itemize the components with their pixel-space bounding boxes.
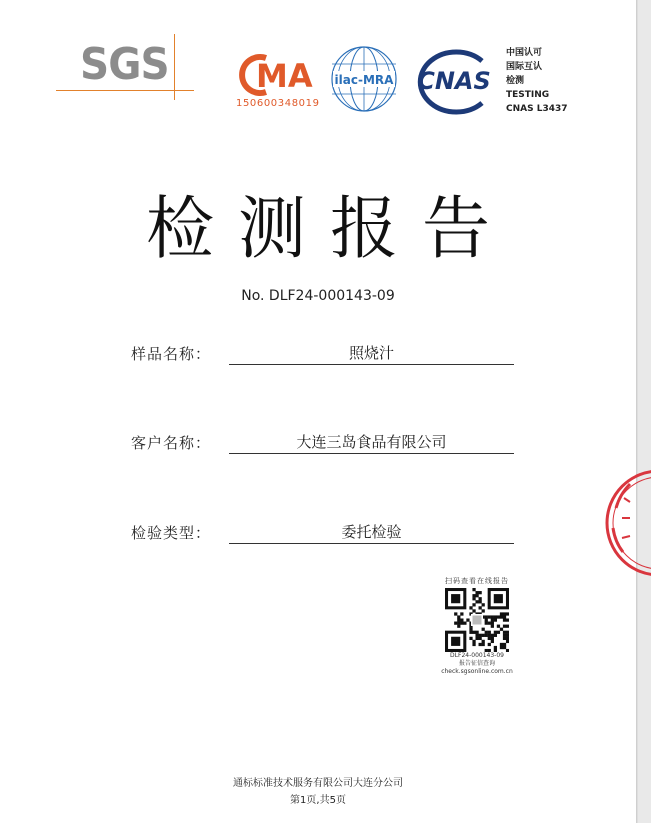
ilac-mra-logo xyxy=(329,44,399,114)
sgs-logo-line-vertical xyxy=(174,34,175,100)
cnas-line: CNAS L3437 xyxy=(506,104,568,114)
test-type-label: 检验类型： xyxy=(131,524,212,542)
sgs-logo xyxy=(56,32,196,102)
qr-caption-line: 报告征信查询 xyxy=(458,660,495,667)
cma-logo xyxy=(236,52,326,116)
ilac-globe-icon xyxy=(329,44,399,114)
client-name-underline xyxy=(229,453,514,454)
cnas-logo xyxy=(412,47,497,117)
document-title: 检测报告 xyxy=(145,190,514,269)
client-name-value: 大连三岛食品有限公司 xyxy=(296,433,447,451)
cnas-logo-text: CNAS xyxy=(417,67,491,95)
seal-stamp-icon xyxy=(604,468,651,578)
client-name-label: 客户名称： xyxy=(131,434,212,452)
cnas-line: TESTING xyxy=(506,90,550,100)
ilac-logo-text: ilac-MRA xyxy=(334,73,394,87)
qr-caption-line: check.sgsonline.com.cn xyxy=(441,668,513,675)
footer-page-number: 第1页,共5页 xyxy=(290,795,346,806)
qr-caption-top: 扫码查看在线报告 xyxy=(445,577,509,585)
cnas-line: 国际互认 xyxy=(506,62,543,72)
sample-name-label: 样品名称： xyxy=(131,345,212,363)
cnas-accreditation-text xyxy=(506,46,586,116)
sample-name-underline xyxy=(229,364,514,365)
cma-number: 150600348019 xyxy=(236,98,320,109)
footer-company: 通标标准技术服务有限公司大连分公司 xyxy=(233,778,403,789)
cma-logo-text: MA xyxy=(256,57,313,95)
qr-code-icon[interactable] xyxy=(445,588,509,652)
cnas-line: 检测 xyxy=(506,76,525,86)
cma-mark-icon xyxy=(236,52,326,98)
test-type-underline xyxy=(229,543,514,544)
sgs-logo-text: SGS xyxy=(80,39,169,90)
test-type-value: 委托检验 xyxy=(341,523,402,541)
qr-code-block xyxy=(440,576,514,676)
sample-name-value: 照烧汁 xyxy=(348,344,394,362)
cnas-mark-icon xyxy=(412,47,497,117)
report-number: No. DLF24-000143-09 xyxy=(241,288,395,304)
cnas-line: 中国认可 xyxy=(506,48,543,58)
qr-caption-line: DLF24-000143-09 xyxy=(450,652,504,659)
company-seal xyxy=(604,468,651,578)
